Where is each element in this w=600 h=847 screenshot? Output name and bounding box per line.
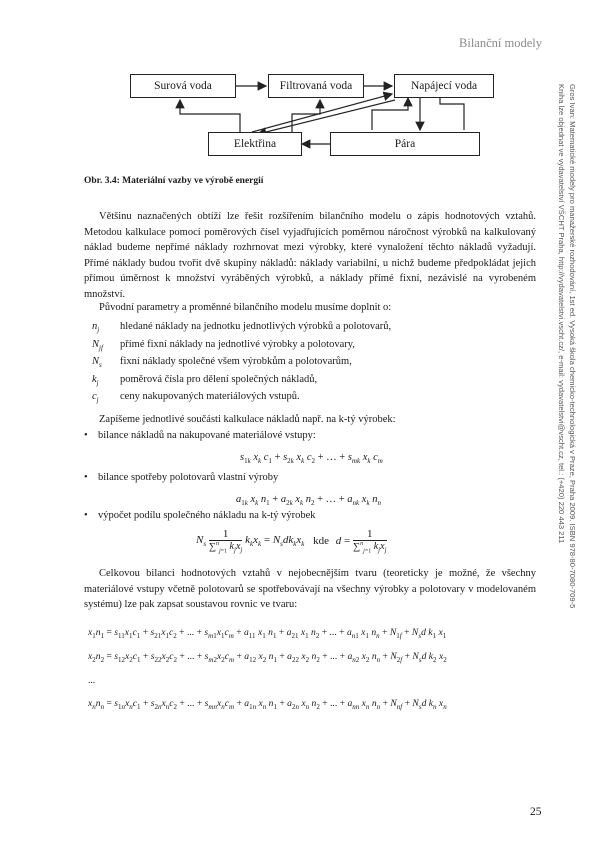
node-electricity: Elektřina xyxy=(208,132,302,156)
page-number: 25 xyxy=(530,806,542,818)
param-symbol: $N_s$ xyxy=(92,356,102,370)
equation-row-n: $x_nn_n = s_{1n}x_nc_1 + s_{2n}x_nc_2$ + ... + $s_{mn}x_nc_m + a_{1n}$ $x_n$ $n_1 + a_{2n}$ $x_n$ $n_2$ + ... + $a_{nn}$ $x_n$ $n_n + N_{nf} + N_sd$ $k_n$ $x_n$ xyxy=(88,698,447,711)
param-description: fixní náklady společné všem výrobkům a polotovarům, xyxy=(120,356,352,367)
bullet-dot: • xyxy=(84,472,88,483)
param-row xyxy=(84,336,536,354)
formula-semiproduct-consumption: $a_{1k}$ $x_k$ $n_1 + a_{2k}$ $x_k$ $n_2$ + … + $a_{nk}$ $x_k$ $n_n$ xyxy=(236,494,381,508)
node-feed-water: Napájecí voda xyxy=(394,74,494,98)
param-row xyxy=(84,371,536,389)
arrow-feed-loop xyxy=(440,98,464,130)
param-row xyxy=(84,318,536,336)
node-filtered-water: Filtrovaná voda xyxy=(268,74,364,98)
paragraph-2: Původní parametry a proměnné bilančního modelu musíme doplnit o: xyxy=(99,302,392,313)
param-row xyxy=(84,353,536,371)
bullet-dot: • xyxy=(84,510,88,521)
bullet-item-2 xyxy=(84,472,278,483)
running-head: Bilanční modely xyxy=(459,36,542,50)
param-description: ceny nakupovaných materiálových vstupů. xyxy=(120,391,300,402)
side-note xyxy=(556,84,578,608)
arrow-electricity-to-feed xyxy=(252,94,392,132)
formula-common-cost-share: $N_s$ 1 ∑$^n_{j=1}$ $k_jx_j$ $k_kx_k = N_sdk_kx_k$ kde d = 1 ∑$^n_{j=1}$ $k_jx_j$ xyxy=(196,528,387,555)
param-description: hledané náklady na jednotku jednotlivých výrobků a polotovarů, xyxy=(120,321,392,332)
figure-caption: Obr. 3.4: Materiální vazby ve výrobě energií xyxy=(84,176,264,186)
bullet-dot: • xyxy=(84,430,88,441)
bullet-item-1 xyxy=(84,430,316,441)
formula-kde: kde xyxy=(313,535,330,548)
bullet-text: výpočet podílu společného nákladu na k-tý výrobek xyxy=(98,510,316,521)
param-description: poměrová čísla pro dělení společných nákladů, xyxy=(120,373,318,385)
paragraph-3: Zapíšeme jednotlivé součásti kalkulace nákladů např. na k-tý výrobek: xyxy=(99,414,396,425)
param-symbol: $N_{jf}$ xyxy=(92,338,103,352)
equation-row-1: $x_1n_1 = s_{11}x_1c_1 + s_{21}x_1c_2$ + ... + $s_{m1}x_1c_m + a_{11}$ $x_1$ $n_1 + a_{21}$ $x_1$ $n_2$ + ... + $a_{n1}$ $x_1$ $n_n + N_{1f} + N_sd$ $k_1$ $x_1$ xyxy=(88,627,447,640)
formula-material-costs: $s_{1k}$ $x_k$ $c_1 + s_{2k}$ $x_k$ $c_2$ + … + $s_{mk}$ $x_k$ $c_m$ xyxy=(240,452,383,466)
param-row xyxy=(84,388,536,406)
paragraph-4: Celkovou bilanci hodnotových vztahů v nejobecnějším tvaru (teoreticky je možné, že všechny materiálové vstupy včetně polotovarů se spotřebovávají na všechny výrobky a polotovary v modelovaném systému) lze pak zapsat soustavou rovnic ve tvaru: xyxy=(84,568,536,610)
arrow-feed-to-electricity xyxy=(258,100,395,134)
bullet-text: bilance nákladů na nakupované materiálové vstupy: xyxy=(98,430,316,441)
equation-ellipsis: ... xyxy=(88,675,96,686)
bullet-text: bilance spotřeby polotovarů vlastní výroby xyxy=(98,472,279,483)
param-symbol: $k_j$ xyxy=(92,373,99,387)
param-description: přímé fixní náklady na jednotlivé výrobky a polotovary, xyxy=(120,338,355,350)
side-note-line2: Kniha lze objednat ve vydavatelství VŠCHT Praha, http://vydavatelstvi.vscht.cz/, e-mail: vydavatelstvi@vscht.cz, tel.: (+420) 220 443 211 xyxy=(557,84,566,544)
node-raw-water: Surová voda xyxy=(130,74,236,98)
parameter-list xyxy=(84,318,536,406)
material-flow-diagram xyxy=(120,64,500,162)
param-symbol: $n_j$ xyxy=(92,321,100,335)
param-symbol: $c_j$ xyxy=(92,391,99,405)
node-steam: Pára xyxy=(330,132,480,156)
side-note-line1: Gros Ivan: Matematické modely pro manažerské rozhodování, 1st ed. Vysoká škola chemicko-technologická v Praze, Praha 2009. ISBN 978-80-7080-709-5 xyxy=(568,84,577,609)
arrow-electricity-to-filtered xyxy=(292,100,320,132)
paragraph-1: Většinu naznačených obtíží lze řešit rozšířením bilančního modelu o zápis hodnotových vztahů. Metodou kalkulace pomocí poměrových čísel vyjadřujících poměrnou náročnost výrobků na kalkulovaný náklad budeme nepřímé náklady rozhrnovat mezi výrobky, které vynaložení těchto nákladů vyžadují. Přímé náklady budou tvořit dvě skupiny nákladů: náklady variabilní, u nichž budeme předpokládat jejich přímou úměrnost k množství vyráběných výrobků, a náklady přímé fixní, nezávislé na vyrobeném množství. xyxy=(84,211,536,300)
equation-row-2: $x_2n_2 = s_{12}x_2c_1 + s_{22}x_2c_2$ + ... + $s_{m2}x_2c_m + a_{12}$ $x_2$ $n_1 + a_{22}$ $x_2$ $n_2$ + ... + $a_{n2}$ $x_2$ $n_n + N_{2f} + N_sd$ $k_2$ $x_2$ xyxy=(88,651,447,664)
arrow-electricity-to-raw xyxy=(180,100,240,132)
arrow-steam-to-feed xyxy=(372,98,408,130)
bullet-item-3 xyxy=(84,510,316,521)
